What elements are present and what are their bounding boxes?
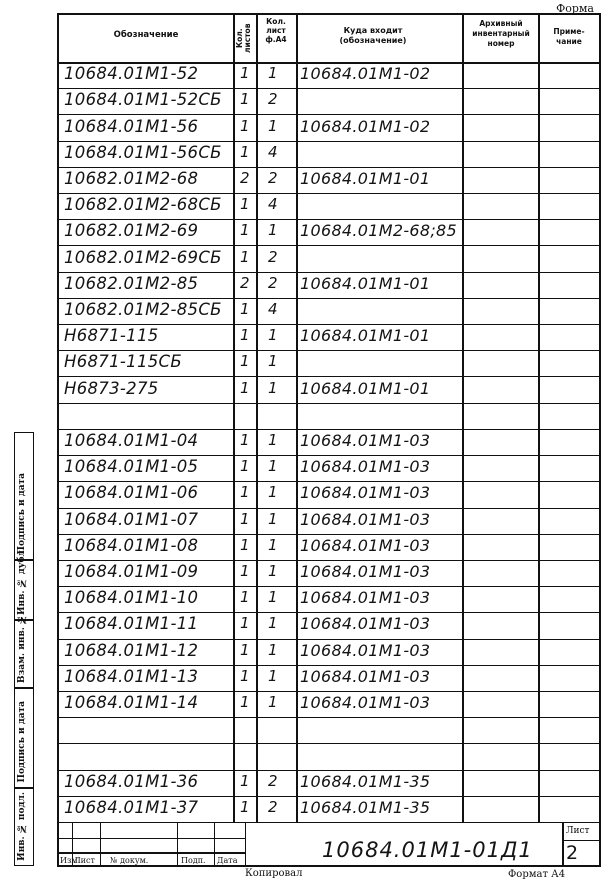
designation-cell: 10684.01М1-56 bbox=[64, 116, 199, 136]
designation-cell: 10682.01М2-69СБ bbox=[64, 247, 222, 267]
sheet-number: 2 bbox=[566, 842, 579, 864]
sheets-count-cell: 1 bbox=[240, 562, 250, 581]
row-divider bbox=[57, 245, 601, 246]
where-used-cell: 10684.01М1-03 bbox=[300, 509, 431, 529]
row-divider bbox=[57, 717, 601, 718]
where-used-cell: 10684.01М1-03 bbox=[300, 431, 431, 450]
sheets-count-cell: 1 bbox=[240, 771, 250, 790]
copied-by-label: Копировал bbox=[245, 868, 303, 879]
row-divider bbox=[57, 350, 601, 351]
designation-cell: 10684.01М1-09 bbox=[64, 562, 199, 582]
sheets-count-cell: 1 bbox=[240, 116, 250, 135]
sheets-a4-cell: 1 bbox=[268, 64, 278, 83]
where-used-cell: 10684.01М1-35 bbox=[300, 771, 431, 791]
stamp-col-divider bbox=[562, 822, 564, 867]
row-divider bbox=[57, 822, 601, 823]
sheets-count-cell: 1 bbox=[240, 509, 250, 528]
designation-cell: 10682.01М2-85 bbox=[64, 273, 199, 293]
sheets-a4-cell: 4 bbox=[268, 142, 278, 161]
sheets-a4-cell: 1 bbox=[268, 535, 278, 554]
sheets-a4-cell: 2 bbox=[268, 90, 278, 109]
side-label: Взам. инв. № bbox=[17, 613, 27, 683]
sheets-count-cell: 1 bbox=[240, 221, 250, 240]
where-used-cell: 10684.01М1-03 bbox=[300, 562, 431, 582]
sheets-count-cell: 2 bbox=[240, 168, 250, 187]
row-divider bbox=[57, 193, 601, 194]
where-used-cell: 10684.01М1-02 bbox=[300, 64, 431, 84]
row-divider bbox=[57, 743, 601, 744]
sheets-a4-cell: 1 bbox=[268, 640, 278, 659]
row-divider bbox=[57, 770, 601, 771]
column-divider bbox=[256, 13, 258, 822]
sheets-a4-cell: 1 bbox=[268, 378, 278, 397]
sheets-a4-cell: 4 bbox=[268, 195, 278, 214]
where-used-cell: 10684.01М1-03 bbox=[300, 457, 431, 477]
sheets-a4-cell: 1 bbox=[268, 352, 278, 371]
sheets-a4-cell: 1 bbox=[268, 666, 278, 685]
row-divider bbox=[57, 298, 601, 299]
designation-cell: 10684.01М1-37 bbox=[64, 797, 199, 817]
side-signature-date-1 bbox=[14, 432, 34, 560]
sheets-count-cell: 1 bbox=[240, 588, 250, 607]
designation-cell: 10684.01М1-36 bbox=[64, 771, 199, 791]
stamp-divider bbox=[57, 838, 245, 839]
row-divider bbox=[57, 560, 601, 561]
sheets-count-cell: 1 bbox=[240, 483, 250, 502]
side-dup-inv-no bbox=[14, 547, 34, 620]
row-divider bbox=[57, 691, 601, 692]
side-label: Инв. № дубл. bbox=[17, 547, 27, 615]
sheets-count-cell: 1 bbox=[240, 431, 250, 449]
sheets-count-cell: 1 bbox=[240, 535, 250, 554]
side-signature-date-2 bbox=[14, 688, 34, 788]
sheets-count-cell: 1 bbox=[240, 64, 250, 83]
designation-cell: 10682.01М2-68СБ bbox=[64, 195, 222, 215]
row-divider bbox=[57, 612, 601, 613]
where-used-cell: 10684.01М1-03 bbox=[300, 588, 431, 608]
sheet-label: Лист bbox=[566, 826, 590, 836]
form-label: Форма bbox=[556, 2, 594, 15]
sheets-a4-cell: 1 bbox=[268, 509, 278, 528]
designation-cell: 10684.01М1-07 bbox=[64, 509, 199, 529]
designation-cell: 10682.01М2-68 bbox=[64, 168, 199, 188]
sheets-a4-cell: 1 bbox=[268, 693, 278, 712]
designation-cell: 10682.01М2-69 bbox=[64, 221, 199, 241]
sheets-a4-cell: 1 bbox=[268, 483, 278, 502]
column-divider bbox=[296, 13, 298, 822]
sheets-count-cell: 1 bbox=[240, 247, 250, 266]
where-used-cell: 10684.01М1-03 bbox=[300, 535, 431, 555]
designation-cell: 10684.01М1-08 bbox=[64, 535, 199, 555]
sheets-a4-cell: 1 bbox=[268, 562, 278, 581]
row-divider bbox=[57, 429, 601, 430]
header-archive-no: Архивный инвентарный номер bbox=[472, 19, 530, 48]
where-used-cell: 10684.01М1-03 bbox=[300, 693, 431, 713]
document-code: 10684.01М1-01Д1 bbox=[322, 838, 533, 862]
designation-cell: 10684.01М1-12 bbox=[64, 640, 199, 660]
header-designation: Обозначение bbox=[113, 30, 179, 40]
where-used-cell: 10684.01М1-01 bbox=[300, 378, 431, 398]
where-used-cell: 10684.01М1-03 bbox=[300, 666, 431, 686]
sheets-a4-cell: 2 bbox=[268, 168, 278, 187]
sheets-count-cell: 2 bbox=[240, 273, 250, 292]
row-divider bbox=[57, 508, 601, 509]
header-sheets-a4: Кол. лист ф.А4 bbox=[265, 17, 287, 44]
sheets-a4-cell: 1 bbox=[268, 431, 278, 449]
row-divider bbox=[57, 376, 601, 377]
stamp-col-sheet: Лист bbox=[74, 856, 95, 865]
sheets-a4-cell: 2 bbox=[268, 247, 278, 266]
row-divider bbox=[57, 639, 601, 640]
sheets-count-cell: 1 bbox=[240, 640, 250, 659]
sheets-count-cell: 1 bbox=[240, 299, 250, 318]
stamp-col-doc-no: № докум. bbox=[110, 856, 149, 865]
where-used-cell: 10684.01М1-35 bbox=[300, 797, 431, 817]
stamp-col-date: Дата bbox=[217, 856, 238, 865]
sheets-a4-cell: 2 bbox=[268, 797, 278, 816]
designation-cell: 10684.01М1-04 bbox=[64, 431, 199, 450]
sheets-a4-cell: 1 bbox=[268, 588, 278, 607]
sheets-count-cell: 1 bbox=[240, 797, 250, 816]
designation-cell: Н6871-115 bbox=[64, 326, 159, 346]
stamp-divider bbox=[562, 840, 601, 841]
row-divider bbox=[57, 455, 601, 456]
sheets-count-cell: 1 bbox=[240, 352, 250, 371]
where-used-cell: 10684.01М1-02 bbox=[300, 116, 431, 136]
designation-cell: 10684.01М1-05 bbox=[64, 457, 199, 477]
sheets-count-cell: 1 bbox=[240, 326, 250, 345]
designation-cell: 10682.01М2-85СБ bbox=[64, 299, 222, 319]
designation-cell: 10684.01М1-11 bbox=[64, 614, 199, 634]
sheets-count-cell: 1 bbox=[240, 666, 250, 685]
column-divider bbox=[538, 13, 540, 822]
row-divider bbox=[57, 796, 601, 797]
stamp-col-divider bbox=[100, 822, 101, 867]
designation-cell: Н6873-275 bbox=[64, 378, 159, 398]
designation-cell: 10684.01М1-56СБ bbox=[64, 142, 222, 162]
sheets-a4-cell: 2 bbox=[268, 771, 278, 790]
sheets-count-cell: 1 bbox=[240, 90, 250, 109]
sheets-count-cell: 1 bbox=[240, 195, 250, 214]
header-where-used: Куда входит (обозначение) bbox=[339, 26, 407, 45]
row-divider bbox=[57, 88, 601, 89]
row-divider bbox=[57, 167, 601, 168]
sheets-a4-cell: 1 bbox=[268, 457, 278, 476]
side-replaced-inv-no bbox=[14, 613, 34, 688]
sheets-a4-cell: 1 bbox=[268, 326, 278, 345]
where-used-cell: 10684.01М1-03 bbox=[300, 483, 431, 503]
where-used-cell: 10684.01М1-03 bbox=[300, 640, 431, 660]
sheets-count-cell: 1 bbox=[240, 142, 250, 161]
stamp-col-divider bbox=[214, 822, 215, 867]
side-label: Подпись и дата bbox=[17, 701, 27, 783]
side-label: Подпись и дата bbox=[17, 473, 27, 555]
where-used-cell: 10684.01М2-68;85 bbox=[300, 221, 458, 241]
row-divider bbox=[57, 272, 601, 273]
row-divider bbox=[57, 114, 601, 115]
where-used-cell: 10684.01М1-03 bbox=[300, 614, 431, 634]
stamp-col-divider bbox=[245, 822, 246, 867]
row-divider bbox=[57, 403, 601, 404]
sheets-a4-cell: 2 bbox=[268, 273, 278, 292]
side-original-inv-no bbox=[14, 788, 34, 866]
column-divider bbox=[462, 13, 464, 822]
designation-cell: Н6871-115СБ bbox=[64, 352, 182, 372]
sheets-a4-cell: 1 bbox=[268, 614, 278, 633]
designation-cell: 10684.01М1-52СБ bbox=[64, 90, 222, 110]
sheets-a4-cell: 1 bbox=[268, 221, 278, 240]
header-note: Приме- чание bbox=[553, 27, 585, 46]
where-used-cell: 10684.01М1-01 bbox=[300, 326, 431, 346]
row-divider bbox=[57, 586, 601, 587]
designation-cell: 10684.01М1-06 bbox=[64, 483, 199, 503]
stamp-col-signature: Подп. bbox=[181, 856, 206, 865]
stamp-divider bbox=[57, 852, 245, 854]
designation-cell: 10684.01М1-14 bbox=[64, 693, 199, 713]
sheets-a4-cell: 4 bbox=[268, 299, 278, 318]
column-divider bbox=[233, 13, 235, 822]
designation-cell: 10684.01М1-10 bbox=[64, 588, 199, 608]
where-used-cell: 10684.01М1-01 bbox=[300, 273, 431, 293]
sheets-count-cell: 1 bbox=[240, 378, 250, 397]
row-divider bbox=[57, 141, 601, 142]
sheets-count-cell: 1 bbox=[240, 693, 250, 712]
designation-cell: 10684.01М1-13 bbox=[64, 666, 199, 686]
header-sheets-count: Кол. листов bbox=[235, 23, 252, 53]
row-divider bbox=[57, 324, 601, 325]
sheets-a4-cell: 1 bbox=[268, 116, 278, 135]
row-divider bbox=[57, 665, 601, 666]
stamp-col-divider bbox=[177, 822, 178, 867]
sheets-count-cell: 1 bbox=[240, 457, 250, 476]
row-divider bbox=[57, 481, 601, 482]
designation-cell: 10684.01М1-52 bbox=[64, 64, 199, 84]
row-divider bbox=[57, 534, 601, 535]
stamp-col-change: Изм bbox=[60, 856, 78, 865]
side-label: Инв. № подл. bbox=[17, 792, 27, 861]
format-label: Формат А4 bbox=[508, 869, 566, 880]
where-used-cell: 10684.01М1-01 bbox=[300, 168, 431, 188]
row-divider bbox=[57, 219, 601, 220]
sheets-count-cell: 1 bbox=[240, 614, 250, 633]
